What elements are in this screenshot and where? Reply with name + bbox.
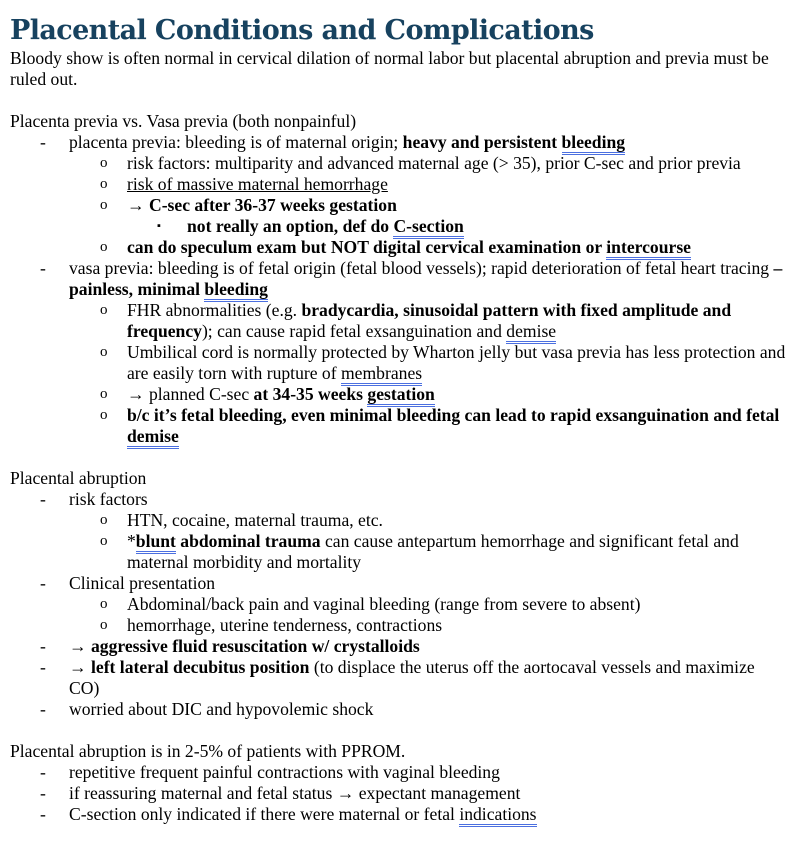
list-item	[10, 699, 786, 720]
list-item	[10, 384, 786, 405]
blank-line	[10, 720, 786, 741]
text-run: → aggressive fluid resuscitation w/ crystalloids	[69, 636, 420, 656]
list-item	[10, 300, 786, 342]
dash-bullet-icon: -	[40, 489, 46, 509]
list-item	[10, 594, 786, 615]
text-run: at 34-35 weeks	[253, 384, 368, 404]
text-run: → left lateral decubitus position	[69, 657, 310, 677]
text-run: risk factors	[69, 489, 148, 509]
spellcheck-flagged-text: indications	[459, 804, 536, 827]
text-run: placenta previa: bleeding is of maternal origin;	[69, 132, 403, 152]
spellcheck-flagged-text: blunt	[136, 531, 176, 554]
text-run: → C-sec after 36-37 weeks gestation	[127, 195, 397, 215]
spellcheck-flagged-text: gestation	[367, 384, 434, 407]
text-run: – painless, minimal	[69, 258, 783, 299]
text-run: not really an option, def do	[187, 216, 394, 236]
list-item	[10, 258, 786, 300]
text-run: C-section only indicated if there were maternal or fetal	[69, 804, 460, 824]
list-item	[10, 174, 786, 195]
text-run: risk of massive maternal hemorrhage	[127, 174, 388, 194]
text-run: repetitive frequent painful contractions with vaginal bleeding	[69, 762, 500, 782]
circle-bullet-icon: o	[100, 533, 108, 549]
list-item	[10, 573, 786, 594]
paragraph	[10, 468, 786, 489]
dash-bullet-icon: -	[40, 699, 46, 719]
text-run: Clinical presentation	[69, 573, 216, 593]
text-run: abdominal trauma	[175, 531, 321, 551]
circle-bullet-icon: o	[100, 239, 108, 255]
dash-bullet-icon: -	[40, 804, 46, 824]
spellcheck-flagged-text: C-section	[393, 216, 463, 239]
dash-bullet-icon: -	[40, 132, 46, 152]
document-title: Placental Conditions and Complications	[10, 15, 594, 46]
list-item	[10, 237, 786, 258]
circle-bullet-icon: o	[100, 197, 108, 213]
text-run: Placenta previa vs. Vasa previa (both nonpainful)	[10, 111, 357, 131]
text-run: can cause antepartum hemorrhage and significant fetal and maternal morbidity and mortality	[127, 531, 739, 572]
list-item	[10, 762, 786, 783]
text-run: risk factors: multiparity and advanced maternal age (> 35), prior C-sec and prior previa	[127, 153, 741, 173]
spellcheck-flagged-text: membranes	[341, 363, 422, 386]
list-item	[10, 531, 786, 573]
spellcheck-flagged-text: bleeding	[562, 132, 626, 155]
text-run: Placental abruption	[10, 468, 147, 488]
text-run: can do speculum exam but NOT digital cervical examination or	[127, 237, 607, 257]
text-run: *	[127, 531, 136, 551]
circle-bullet-icon: o	[100, 617, 108, 633]
spellcheck-flagged-text: bleeding	[204, 279, 268, 302]
circle-bullet-icon: o	[100, 596, 108, 612]
list-item	[10, 615, 786, 636]
paragraph	[10, 741, 786, 762]
text-run: Abdominal/back pain and vaginal bleeding (range from severe to absent)	[127, 594, 641, 614]
text-run: Bloody show is often normal in cervical dilation of normal labor but placental abruption and previa must be ruled out.	[10, 48, 769, 89]
dash-bullet-icon: -	[40, 783, 46, 803]
paragraph	[10, 48, 786, 90]
square-bullet-icon: ▪	[157, 220, 161, 232]
text-run: (to displace the uterus off the aortocaval vessels and maximize CO)	[69, 657, 755, 698]
dash-bullet-icon: -	[40, 657, 46, 677]
text-run: heavy and persistent	[402, 132, 562, 152]
dash-bullet-icon: -	[40, 636, 46, 656]
circle-bullet-icon: o	[100, 512, 108, 528]
list-item	[10, 636, 786, 657]
dash-bullet-icon: -	[40, 573, 46, 593]
list-item	[10, 195, 786, 216]
dash-bullet-icon: -	[40, 258, 46, 278]
circle-bullet-icon: o	[100, 155, 108, 171]
list-item	[10, 216, 786, 237]
list-item	[10, 405, 786, 447]
text-run: Placental abruption is in 2-5% of patients with PPROM.	[10, 741, 406, 761]
text-run: b/c it’s fetal bleeding, even minimal bleeding can lead to rapid exsanguination and fetal	[127, 405, 780, 425]
list-item	[10, 489, 786, 510]
text-run: vasa previa: bleeding is of fetal origin (fetal blood vessels); rapid deterioration of fetal heart tracing	[69, 258, 774, 278]
text-run: → planned C-sec	[127, 384, 254, 404]
circle-bullet-icon: o	[100, 176, 108, 192]
circle-bullet-icon: o	[100, 386, 108, 402]
dash-bullet-icon: -	[40, 762, 46, 782]
list-item	[10, 510, 786, 531]
circle-bullet-icon: o	[100, 407, 108, 423]
text-run: if reassuring maternal and fetal status → expectant management	[69, 783, 521, 803]
circle-bullet-icon: o	[100, 344, 108, 360]
blank-line	[10, 447, 786, 468]
list-item	[10, 132, 786, 153]
blank-line	[10, 90, 786, 111]
document-body	[10, 48, 786, 825]
text-run: FHR abnormalities (e.g.	[127, 300, 302, 320]
spellcheck-flagged-text: intercourse	[606, 237, 691, 260]
text-run: ); can cause rapid fetal exsanguination and	[201, 321, 507, 341]
text-run: worried about DIC and hypovolemic shock	[69, 699, 374, 719]
circle-bullet-icon: o	[100, 302, 108, 318]
list-item	[10, 342, 786, 384]
list-item	[10, 657, 786, 699]
paragraph	[10, 111, 786, 132]
spellcheck-flagged-text: demise	[127, 426, 179, 449]
spellcheck-flagged-text: demise	[506, 321, 556, 344]
text-run: Umbilical cord is normally protected by Wharton jelly but vasa previa has less protection and are easily torn with rupture of	[127, 342, 786, 383]
list-item	[10, 783, 786, 804]
text-run: HTN, cocaine, maternal trauma, etc.	[127, 510, 383, 530]
text-run: bradycardia, sinusoidal pattern with fixed amplitude and frequency	[127, 300, 732, 341]
text-run: hemorrhage, uterine tenderness, contractions	[127, 615, 443, 635]
list-item	[10, 804, 786, 825]
list-item	[10, 153, 786, 174]
